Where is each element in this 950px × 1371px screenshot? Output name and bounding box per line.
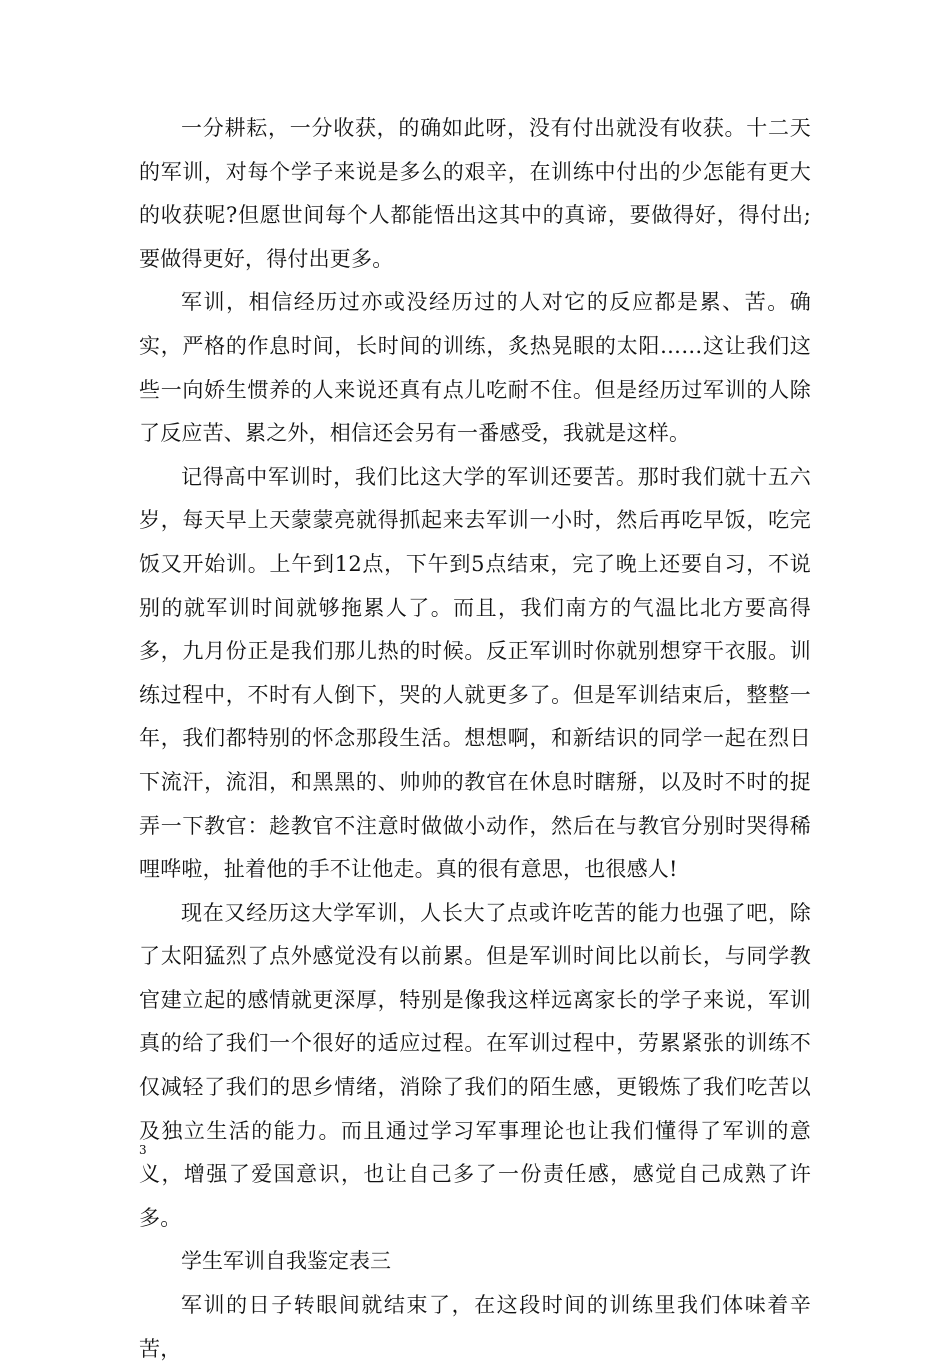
- page-number: 3: [139, 1143, 147, 1157]
- paragraph-2: 军训，相信经历过亦或没经历过的人对它的反应都是累、苦。确实，严格的作息时间，长时间的训练，炙热晃眼的太阳……这让我们这些一向娇生惯养的人来说还真有点儿吃耐不住。但是经历过军训的人除了反应苦、累之外，相信还会另有一番感受，我就是这样。: [139, 290, 811, 446]
- paragraph-4: 现在又经历这大学军训，人长大了点或许吃苦的能力也强了吧，除了太阳猛烈了点外感觉没有以前累。但是军训时间比以前长，与同学教官建立起的感情就更深厚，特别是像我这样远离家长的学子来说，军训真的给了我们一个很好的适应过程。在军训过程中，劳累紧张的训练不仅减轻了我们的思乡情绪，消除了我们的陌生感，更锻炼了我们吃苦以及独立生活的能力。而且通过学习军事理论也让我们懂得了军训的意义，增强了爱国意识，也让自己多了一份责任感，感觉自己成熟了许多。: [139, 900, 811, 1230]
- paragraph-5: 军训的日子转眼间就结束了，在这段时间的训练里我们体味着辛苦，: [139, 1293, 811, 1361]
- document-body: [139, 107, 811, 1371]
- paragraph-3: 记得高中军训时，我们比这大学的军训还要苦。那时我们就十五六岁，每天早上天蒙蒙亮就得抓起来去军训一小时，然后再吃早饭，吃完饭又开始训。上午到12点，下午到5点结束，完了晚上还要自习，不说别的就军训时间就够拖累人了。而且，我们南方的气温比北方要高得多，九月份正是我们那儿热的时候。反正军训时你就别想穿干衣服。训练过程中，不时有人倒下，哭的人就更多了。但是军训结束后，整整一年，我们都特别的怀念那段生活。想想啊，和新结识的同学一起在烈日下流汗，流泪，和黑黑的、帅帅的教官在休息时瞎掰，以及时不时的捉弄一下教官：趁教官不注意时做做小动作，然后在与教官分别时哭得稀哩哗啦，扯着他的手不让他走。真的很有意思，也很感人!: [139, 464, 811, 882]
- paragraph-1: 一分耕耘，一分收获，的确如此呀，没有付出就没有收获。十二天的军训，对每个学子来说是多么的艰辛，在训练中付出的少怎能有更大的收获呢?但愿世间每个人都能悟出这其中的真谛，要做得好，得付出;要做得更好，得付出更多。: [139, 116, 811, 271]
- section-heading: 学生军训自我鉴定表三: [181, 1249, 391, 1274]
